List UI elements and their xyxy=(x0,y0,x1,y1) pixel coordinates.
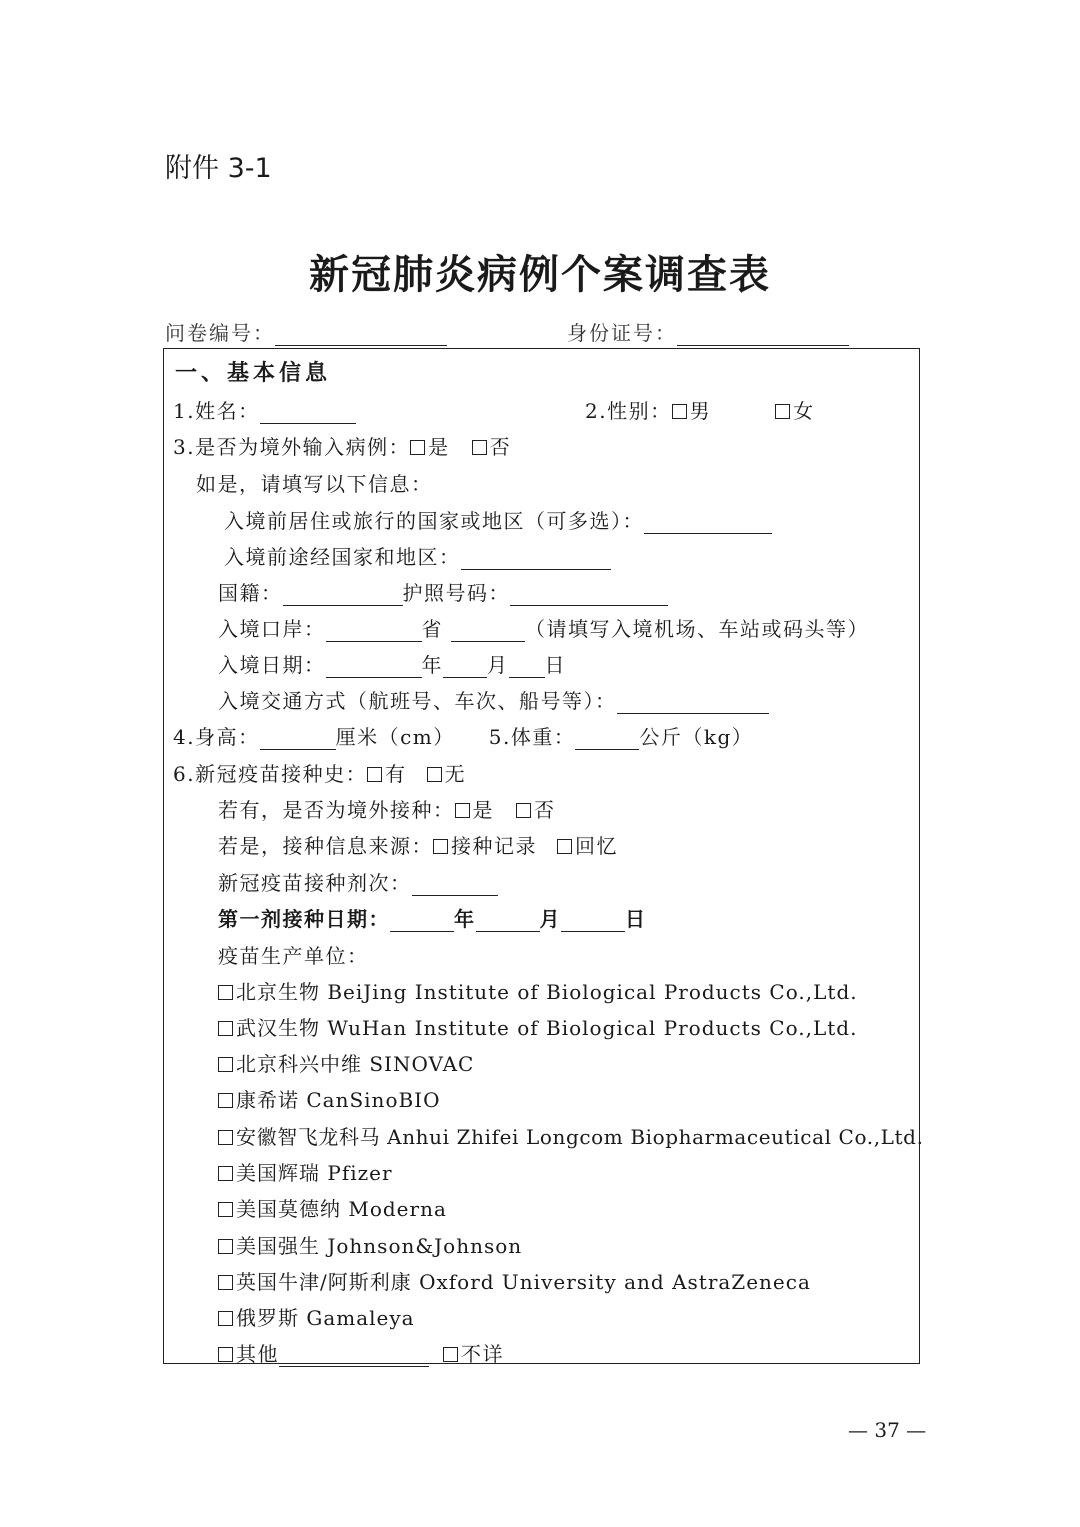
height-label: 4.身高： xyxy=(173,725,260,749)
abroad-vacc-label: 若有，是否为境外接种： xyxy=(218,798,455,822)
vaccinated-no-label: 无 xyxy=(444,762,467,786)
checkbox-manufacturer[interactable] xyxy=(218,1057,233,1072)
page-number: — 37 — xyxy=(848,1418,927,1442)
manufacturer-name: 北京科兴中维 SINOVAC xyxy=(236,1052,475,1076)
checkbox-unknown[interactable] xyxy=(443,1347,458,1362)
doses-label: 新冠疫苗接种剂次： xyxy=(218,871,412,895)
manufacturer-name: 北京生物 BeiJing Institute of Biological Products Co.,Ltd. xyxy=(236,980,858,1004)
day-label: 日 xyxy=(544,653,566,677)
entry-year-field[interactable] xyxy=(326,655,422,678)
passport-field[interactable] xyxy=(510,583,668,606)
abroad-yes-label: 是 xyxy=(472,798,494,822)
id-no-row xyxy=(567,317,849,346)
checkbox-imported-yes[interactable] xyxy=(410,440,425,455)
abroad-no-label: 否 xyxy=(534,798,556,822)
weight-label: 5.体重： xyxy=(488,725,576,749)
entry-date-label: 入境日期： xyxy=(218,653,326,677)
checkbox-vaccinated-yes[interactable] xyxy=(367,767,382,782)
attachment-label: 附件 3-1 xyxy=(165,153,272,184)
id-no-field[interactable] xyxy=(677,323,849,346)
manufacturer-option xyxy=(218,1230,522,1259)
first-dose-month-field[interactable] xyxy=(476,909,540,932)
imported-row xyxy=(173,431,511,460)
entry-date-row xyxy=(218,649,566,678)
port-name-field[interactable] xyxy=(451,619,525,642)
nationality-row xyxy=(218,577,668,606)
nationality-label: 国籍： xyxy=(218,581,283,605)
countries-field[interactable] xyxy=(644,511,772,534)
manufacturer-name: 武汉生物 WuHan Institute of Biological Products Co.,Ltd. xyxy=(236,1016,858,1040)
weight-unit: 公斤（kg） xyxy=(639,725,754,749)
questionnaire-no-label: 问卷编号： xyxy=(165,321,275,345)
height-field[interactable] xyxy=(260,727,336,750)
checkbox-manufacturer[interactable] xyxy=(218,1130,233,1145)
source-memory-label: 回忆 xyxy=(575,834,618,858)
port-row xyxy=(218,613,869,642)
first-dose-label: 第一剂接种日期： xyxy=(218,907,390,931)
checkbox-manufacturer[interactable] xyxy=(218,1093,233,1108)
manufacturer-name: 美国强生 Johnson&Johnson xyxy=(236,1234,523,1258)
transit-label: 入境前途经国家和地区： xyxy=(224,545,461,569)
questionnaire-no-row xyxy=(165,317,447,346)
checkbox-manufacturer[interactable] xyxy=(218,1202,233,1217)
id-no-label: 身份证号： xyxy=(567,321,677,345)
sex-row xyxy=(585,395,815,424)
unknown-label: 不详 xyxy=(461,1342,504,1366)
manufacturer-option xyxy=(218,1157,393,1186)
section-heading: 一、基本信息 xyxy=(175,361,332,386)
vaccine-history-row xyxy=(173,758,466,787)
province-label: 省 xyxy=(421,617,443,641)
first-dose-day-field[interactable] xyxy=(561,909,625,932)
abroad-vacc-row xyxy=(218,794,556,823)
other-row xyxy=(218,1338,504,1367)
weight-field[interactable] xyxy=(575,727,639,750)
transit-row xyxy=(224,541,611,570)
manufacturer-name: 美国莫德纳 Moderna xyxy=(236,1197,447,1221)
first-dose-year-label: 年 xyxy=(454,907,476,931)
checkbox-manufacturer[interactable] xyxy=(218,1239,233,1254)
info-source-row xyxy=(218,830,618,859)
countries-label: 入境前居住或旅行的国家或地区（可多选）： xyxy=(224,509,644,533)
manufacturer-option xyxy=(218,1302,415,1331)
questionnaire-no-field[interactable] xyxy=(275,323,447,346)
manufacturer-name: 安徽智飞龙科马 Anhui Zhifei Longcom Biopharmaceutical Co.,Ltd. xyxy=(236,1125,924,1149)
passport-label: 护照号码： xyxy=(402,581,510,605)
checkbox-imported-no[interactable] xyxy=(472,440,487,455)
height-unit: 厘米（cm） xyxy=(335,725,455,749)
name-field[interactable] xyxy=(260,401,356,424)
checkbox-manufacturer[interactable] xyxy=(218,985,233,1000)
checkbox-manufacturer[interactable] xyxy=(218,1166,233,1181)
manufacturer-option xyxy=(218,1012,857,1041)
entry-day-field[interactable] xyxy=(509,655,545,678)
checkbox-manufacturer[interactable] xyxy=(218,1021,233,1036)
doses-row xyxy=(218,867,498,896)
manufacturer-option xyxy=(218,1048,474,1077)
manufacturer-name: 俄罗斯 Gamaleya xyxy=(236,1306,415,1330)
transport-label: 入境交通方式（航班号、车次、船号等）： xyxy=(218,689,617,713)
vaccinated-yes-label: 有 xyxy=(385,762,407,786)
imported-yes-label: 是 xyxy=(428,435,450,459)
checkbox-abroad-yes[interactable] xyxy=(455,803,470,818)
countries-row xyxy=(224,505,772,534)
port-province-field[interactable] xyxy=(326,619,422,642)
name-label: 1.姓名： xyxy=(173,399,260,423)
port-note: （请填写入境机场、车站或码头等） xyxy=(525,617,869,641)
first-dose-day-label: 日 xyxy=(625,907,647,931)
transport-field[interactable] xyxy=(617,691,769,714)
manufacturer-name: 英国牛津/阿斯利康 Oxford University and AstraZeneca xyxy=(236,1270,811,1294)
manufacturer-option xyxy=(218,1084,440,1113)
other-field[interactable] xyxy=(279,1344,429,1367)
doses-field[interactable] xyxy=(412,873,498,896)
checkbox-source-record[interactable] xyxy=(433,839,448,854)
vaccine-history-label: 6.新冠疫苗接种史： xyxy=(173,762,368,786)
checkbox-male[interactable] xyxy=(672,404,687,419)
first-dose-month-label: 月 xyxy=(539,907,561,931)
entry-month-field[interactable] xyxy=(443,655,487,678)
form-title: 新冠肺炎病例个案调查表 xyxy=(309,252,771,298)
checkbox-vaccinated-no[interactable] xyxy=(427,767,442,782)
other-label: 其他 xyxy=(236,1342,279,1366)
sex-male-label: 男 xyxy=(689,399,712,423)
checkbox-other[interactable] xyxy=(218,1347,233,1362)
checkbox-female[interactable] xyxy=(775,404,790,419)
checkbox-abroad-no[interactable] xyxy=(516,803,531,818)
first-dose-year-field[interactable] xyxy=(390,909,454,932)
imported-label: 3.是否为境外输入病例： xyxy=(173,435,411,459)
manufacturer-name: 美国辉瑞 Pfizer xyxy=(236,1161,393,1185)
nationality-field[interactable] xyxy=(283,583,403,606)
month-label: 月 xyxy=(487,653,509,677)
checkbox-source-memory[interactable] xyxy=(557,839,572,854)
sex-female-label: 女 xyxy=(793,399,815,423)
manufacturer-option xyxy=(218,1193,447,1222)
transit-field[interactable] xyxy=(461,547,611,570)
first-dose-row xyxy=(218,903,647,932)
checkbox-manufacturer[interactable] xyxy=(218,1311,233,1326)
imported-no-label: 否 xyxy=(489,435,512,459)
port-label: 入境口岸： xyxy=(218,617,326,641)
manufacturer-option xyxy=(218,1121,924,1150)
info-source-label: 若是，接种信息来源： xyxy=(218,834,433,858)
manufacturer-option xyxy=(218,976,858,1005)
checkbox-manufacturer[interactable] xyxy=(218,1275,233,1290)
manufacturer-name: 康希诺 CanSinoBIO xyxy=(236,1088,441,1112)
if-yes-fill: 如是，请填写以下信息： xyxy=(196,472,433,496)
name-row xyxy=(173,395,356,424)
year-label: 年 xyxy=(421,653,443,677)
source-record-label: 接种记录 xyxy=(451,834,537,858)
height-weight-row xyxy=(173,721,753,750)
sex-label: 2.性别： xyxy=(585,399,672,423)
transport-row xyxy=(218,685,769,714)
manufacturer-option xyxy=(218,1266,811,1295)
manufacturer-label: 疫苗生产单位： xyxy=(218,944,369,968)
